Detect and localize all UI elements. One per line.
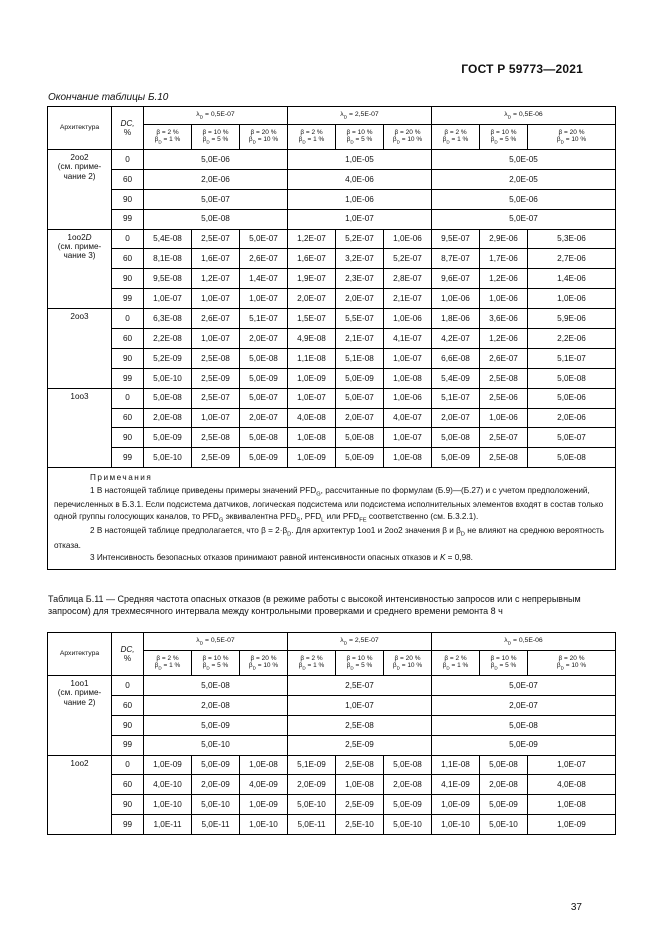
header-dc: DC, % bbox=[112, 107, 144, 150]
value-cell: 1,2E-07 bbox=[192, 269, 240, 289]
value-cell: 2,6E-07 bbox=[192, 309, 240, 329]
header-beta: β = 2 % $\beta_D = 1$ % bbox=[144, 651, 192, 676]
value-cell: 2,1E-07 bbox=[384, 289, 432, 309]
value-cell: 2,0E-08 bbox=[144, 695, 288, 715]
value-cell: 5,0E-08 bbox=[144, 388, 192, 408]
value-cell: 2,0E-08 bbox=[480, 775, 528, 795]
value-cell: 1,0E-08 bbox=[528, 795, 616, 815]
value-cell: 5,0E-05 bbox=[432, 150, 616, 170]
value-cell: 9,5E-07 bbox=[432, 229, 480, 249]
value-cell: 5,1E-09 bbox=[288, 755, 336, 775]
value-cell: 2,5E-08 bbox=[192, 428, 240, 448]
value-cell: 5,0E-09 bbox=[192, 755, 240, 775]
value-cell: 5,0E-08 bbox=[480, 755, 528, 775]
architecture-cell: 2oo2 (см. приме- чание 2) bbox=[48, 150, 112, 230]
value-cell: 5,0E-07 bbox=[336, 388, 384, 408]
value-cell: 1,0E-09 bbox=[528, 815, 616, 835]
value-cell: 2,5E-09 bbox=[336, 795, 384, 815]
value-cell: 5,0E-07 bbox=[240, 229, 288, 249]
architecture-cell: 2oo3 bbox=[48, 309, 112, 389]
value-cell: 5,0E-08 bbox=[144, 209, 288, 229]
value-cell: 5,0E-10 bbox=[288, 795, 336, 815]
value-cell: 5,0E-09 bbox=[384, 795, 432, 815]
header-lambda: $\lambda_D = 0,5E-06$ bbox=[432, 633, 616, 651]
header-beta: β = 20 % $\beta_D = 10$ % bbox=[384, 651, 432, 676]
value-cell: 5,0E-09 bbox=[240, 448, 288, 468]
table-b10 bbox=[47, 106, 616, 570]
value-cell: 2,0E-07 bbox=[240, 408, 288, 428]
value-cell: 1,0E-07 bbox=[192, 408, 240, 428]
dc-cell: 0 bbox=[112, 755, 144, 775]
value-cell: 1,2E-07 bbox=[288, 229, 336, 249]
dc-cell: 0 bbox=[112, 309, 144, 329]
value-cell: 4,0E-08 bbox=[528, 775, 616, 795]
value-cell: 2,1E-07 bbox=[336, 329, 384, 349]
header-beta: β = 2 % $\beta_D = 1$ % bbox=[432, 651, 480, 676]
value-cell: 1,1E-08 bbox=[288, 348, 336, 368]
table-row bbox=[48, 408, 616, 428]
value-cell: 5,0E-07 bbox=[240, 388, 288, 408]
dc-cell: 60 bbox=[112, 169, 144, 189]
value-cell: 5,0E-08 bbox=[240, 348, 288, 368]
value-cell: 5,0E-07 bbox=[432, 209, 616, 229]
value-cell: 5,5E-07 bbox=[336, 309, 384, 329]
value-cell: 1,8E-06 bbox=[432, 309, 480, 329]
table-row bbox=[48, 150, 616, 170]
value-cell: 1,0E-06 bbox=[384, 388, 432, 408]
note-2: 2 В настоящей таблице предполагается, что $\beta = 2\cdot\beta_D$. Для архитектур 1oo1 и 2oo2 значения β и $\beta_D$ не влияют на среднюю вероятность отказа. bbox=[54, 526, 605, 550]
value-cell: 5,0E-09 bbox=[336, 368, 384, 388]
value-cell: 1,0E-10 bbox=[240, 815, 288, 835]
dc-cell: 60 bbox=[112, 329, 144, 349]
value-cell: 1,7E-06 bbox=[480, 249, 528, 269]
value-cell: 4,0E-09 bbox=[240, 775, 288, 795]
dc-cell: 99 bbox=[112, 735, 144, 755]
table-row bbox=[48, 309, 616, 329]
table-row bbox=[48, 448, 616, 468]
value-cell: 1,0E-07 bbox=[192, 329, 240, 349]
value-cell: 2,3E-07 bbox=[336, 269, 384, 289]
value-cell: 2,5E-08 bbox=[336, 755, 384, 775]
value-cell: 6,6E-08 bbox=[432, 348, 480, 368]
header-beta: β = 2 % $\beta_D = 1$ % bbox=[288, 125, 336, 150]
header-beta: β = 20 % $\beta_D = 10$ % bbox=[384, 125, 432, 150]
table-row bbox=[48, 249, 616, 269]
value-cell: 5,0E-08 bbox=[528, 448, 616, 468]
value-cell: 2,8E-07 bbox=[384, 269, 432, 289]
value-cell: 1,0E-06 bbox=[432, 289, 480, 309]
value-cell: 5,1E-07 bbox=[240, 309, 288, 329]
value-cell: 1,2E-06 bbox=[480, 269, 528, 289]
header-beta: β = 20 % $\beta_D = 10$ % bbox=[528, 651, 616, 676]
value-cell: 5,0E-07 bbox=[528, 428, 616, 448]
table-row bbox=[48, 676, 616, 696]
value-cell: 5,0E-10 bbox=[144, 735, 288, 755]
table-row bbox=[48, 368, 616, 388]
value-cell: 3,6E-06 bbox=[480, 309, 528, 329]
value-cell: 1,4E-06 bbox=[528, 269, 616, 289]
table-row bbox=[48, 428, 616, 448]
value-cell: 5,0E-10 bbox=[384, 815, 432, 835]
header-beta: β = 10 % $\beta_D = 5$ % bbox=[480, 125, 528, 150]
header-beta: β = 2 % $\beta_D = 1$ % bbox=[432, 125, 480, 150]
dc-cell: 99 bbox=[112, 448, 144, 468]
dc-cell: 99 bbox=[112, 209, 144, 229]
value-cell: 4,2E-07 bbox=[432, 329, 480, 349]
value-cell: 2,0E-08 bbox=[384, 775, 432, 795]
table-row bbox=[48, 329, 616, 349]
value-cell: 9,5E-08 bbox=[144, 269, 192, 289]
table-row bbox=[48, 269, 616, 289]
header-lambda: $\lambda_D = 0,5E-06$ bbox=[432, 107, 616, 125]
dc-cell: 99 bbox=[112, 289, 144, 309]
value-cell: 4,1E-07 bbox=[384, 329, 432, 349]
header-beta: β = 10 % $\beta_D = 5$ % bbox=[336, 125, 384, 150]
table-row bbox=[48, 735, 616, 755]
table-row bbox=[48, 189, 616, 209]
dc-cell: 0 bbox=[112, 676, 144, 696]
value-cell: 5,1E-07 bbox=[432, 388, 480, 408]
value-cell: 2,5E-07 bbox=[480, 428, 528, 448]
value-cell: 2,0E-06 bbox=[144, 169, 288, 189]
value-cell: 2,0E-07 bbox=[288, 289, 336, 309]
value-cell: 1,4E-07 bbox=[240, 269, 288, 289]
table-row bbox=[48, 795, 616, 815]
value-cell: 1,0E-06 bbox=[288, 189, 432, 209]
value-cell: 2,5E-09 bbox=[288, 735, 432, 755]
value-cell: 2,5E-08 bbox=[192, 348, 240, 368]
note-3: 3 Интенсивность безопасных отказов принимают равной интенсивности опасных отказов и K = 0,98. bbox=[90, 552, 473, 562]
header-beta: β = 10 % $\beta_D = 5$ % bbox=[336, 651, 384, 676]
header-dc: DC, % bbox=[112, 633, 144, 676]
value-cell: 2,5E-10 bbox=[336, 815, 384, 835]
table-row bbox=[48, 695, 616, 715]
value-cell: 5,0E-08 bbox=[528, 368, 616, 388]
value-cell: 5,0E-08 bbox=[432, 715, 616, 735]
document-header: ГОСТ Р 59773—2021 bbox=[461, 62, 583, 76]
value-cell: 1,0E-07 bbox=[240, 289, 288, 309]
value-cell: 2,5E-09 bbox=[192, 368, 240, 388]
value-cell: 1,6E-07 bbox=[192, 249, 240, 269]
header-lambda: $\lambda_D = 0,5E-07$ bbox=[144, 633, 288, 651]
value-cell: 2,0E-06 bbox=[528, 408, 616, 428]
value-cell: 5,0E-06 bbox=[432, 189, 616, 209]
value-cell: 2,0E-09 bbox=[288, 775, 336, 795]
dc-cell: 90 bbox=[112, 348, 144, 368]
dc-cell: 90 bbox=[112, 269, 144, 289]
value-cell: 5,0E-08 bbox=[384, 755, 432, 775]
value-cell: 2,5E-07 bbox=[192, 388, 240, 408]
dc-cell: 0 bbox=[112, 229, 144, 249]
table-row bbox=[48, 388, 616, 408]
value-cell: 1,0E-06 bbox=[480, 289, 528, 309]
header-beta: β = 2 % $\beta_D = 1$ % bbox=[288, 651, 336, 676]
header-beta: β = 10 % $\beta_D = 5$ % bbox=[480, 651, 528, 676]
value-cell: 5,0E-09 bbox=[432, 448, 480, 468]
value-cell: 5,0E-11 bbox=[192, 815, 240, 835]
value-cell: 2,6E-07 bbox=[240, 249, 288, 269]
value-cell: 8,1E-08 bbox=[144, 249, 192, 269]
value-cell: 5,0E-07 bbox=[144, 189, 288, 209]
value-cell: 1,0E-09 bbox=[288, 368, 336, 388]
value-cell: 2,0E-09 bbox=[192, 775, 240, 795]
value-cell: 4,0E-08 bbox=[288, 408, 336, 428]
table-row bbox=[48, 815, 616, 835]
header-beta: β = 20 % $\beta_D = 10$ % bbox=[240, 651, 288, 676]
header-architecture: Архитектура bbox=[48, 633, 112, 676]
value-cell: 4,0E-07 bbox=[384, 408, 432, 428]
table-row bbox=[48, 348, 616, 368]
value-cell: 2,0E-07 bbox=[240, 329, 288, 349]
value-cell: 5,0E-07 bbox=[432, 676, 616, 696]
value-cell: 5,0E-08 bbox=[336, 428, 384, 448]
value-cell: 1,0E-07 bbox=[528, 755, 616, 775]
value-cell: 9,6E-07 bbox=[432, 269, 480, 289]
value-cell: 1,9E-07 bbox=[288, 269, 336, 289]
value-cell: 1,0E-07 bbox=[144, 289, 192, 309]
table-row bbox=[48, 755, 616, 775]
value-cell: 5,0E-09 bbox=[144, 715, 288, 735]
value-cell: 1,0E-09 bbox=[144, 755, 192, 775]
value-cell: 1,0E-09 bbox=[288, 448, 336, 468]
value-cell: 6,3E-08 bbox=[144, 309, 192, 329]
value-cell: 5,4E-08 bbox=[144, 229, 192, 249]
dc-cell: 90 bbox=[112, 189, 144, 209]
architecture-cell: 1oo2 bbox=[48, 755, 112, 835]
value-cell: 1,0E-09 bbox=[432, 795, 480, 815]
value-cell: 2,0E-05 bbox=[432, 169, 616, 189]
dc-cell: 60 bbox=[112, 408, 144, 428]
value-cell: 1,0E-07 bbox=[384, 348, 432, 368]
table-row bbox=[48, 169, 616, 189]
value-cell: 1,0E-07 bbox=[288, 209, 432, 229]
value-cell: 1,1E-08 bbox=[432, 755, 480, 775]
header-beta: β = 10 % $\beta_D = 5$ % bbox=[192, 651, 240, 676]
value-cell: 1,0E-08 bbox=[384, 368, 432, 388]
value-cell: 2,5E-07 bbox=[288, 676, 432, 696]
value-cell: 5,1E-08 bbox=[336, 348, 384, 368]
value-cell: 1,0E-06 bbox=[384, 229, 432, 249]
value-cell: 1,0E-08 bbox=[240, 755, 288, 775]
notes-title: Примечания bbox=[90, 473, 153, 483]
value-cell: 1,0E-06 bbox=[384, 309, 432, 329]
value-cell: 5,9E-06 bbox=[528, 309, 616, 329]
header-lambda: $\lambda_D = 2,5E-07$ bbox=[288, 107, 432, 125]
value-cell: 1,0E-07 bbox=[384, 428, 432, 448]
value-cell: 1,0E-07 bbox=[288, 388, 336, 408]
value-cell: 5,0E-11 bbox=[288, 815, 336, 835]
value-cell: 1,0E-08 bbox=[384, 448, 432, 468]
value-cell: 5,4E-09 bbox=[432, 368, 480, 388]
page-number: 37 bbox=[570, 902, 582, 913]
value-cell: 2,0E-08 bbox=[144, 408, 192, 428]
value-cell: 2,5E-09 bbox=[192, 448, 240, 468]
value-cell: 1,0E-06 bbox=[480, 408, 528, 428]
header-architecture: Архитектура bbox=[48, 107, 112, 150]
value-cell: 5,2E-07 bbox=[384, 249, 432, 269]
value-cell: 5,0E-10 bbox=[144, 448, 192, 468]
value-cell: 3,2E-07 bbox=[336, 249, 384, 269]
dc-cell: 0 bbox=[112, 388, 144, 408]
value-cell: 2,5E-08 bbox=[480, 448, 528, 468]
architecture-cell: 1oo1 (см. приме- чание 2) bbox=[48, 676, 112, 756]
value-cell: 8,7E-07 bbox=[432, 249, 480, 269]
table-row bbox=[48, 289, 616, 309]
dc-cell: 99 bbox=[112, 368, 144, 388]
value-cell: 5,0E-09 bbox=[240, 368, 288, 388]
header-beta: β = 2 % $\beta_D = 1$ % bbox=[144, 125, 192, 150]
value-cell: 1,6E-07 bbox=[288, 249, 336, 269]
dc-cell: 60 bbox=[112, 249, 144, 269]
value-cell: 5,0E-08 bbox=[144, 676, 288, 696]
table-row bbox=[48, 775, 616, 795]
value-cell: 5,0E-09 bbox=[432, 735, 616, 755]
value-cell: 5,0E-10 bbox=[192, 795, 240, 815]
value-cell: 1,0E-07 bbox=[288, 695, 432, 715]
value-cell: 1,0E-10 bbox=[144, 795, 192, 815]
value-cell: 2,2E-06 bbox=[528, 329, 616, 349]
value-cell: 2,7E-06 bbox=[528, 249, 616, 269]
value-cell: 2,0E-07 bbox=[336, 408, 384, 428]
header-beta: β = 20 % $\beta_D = 10$ % bbox=[528, 125, 616, 150]
table-b11-caption: Таблица Б.11 — Средняя частота опасных отказов (в режиме работы с высокой интенсивностью запросов или с непрерывным запросом) для трехмесячного интервала между контрольными проверками и среднего времени ремонта 8 ч bbox=[48, 594, 581, 617]
dc-cell: 90 bbox=[112, 715, 144, 735]
value-cell: 4,0E-06 bbox=[288, 169, 432, 189]
value-cell: 2,0E-07 bbox=[432, 408, 480, 428]
value-cell: 1,0E-08 bbox=[288, 428, 336, 448]
value-cell: 4,1E-09 bbox=[432, 775, 480, 795]
value-cell: 5,2E-07 bbox=[336, 229, 384, 249]
dc-cell: 60 bbox=[112, 775, 144, 795]
table-row bbox=[48, 715, 616, 735]
value-cell: 4,0E-10 bbox=[144, 775, 192, 795]
header-lambda: $\lambda_D = 0,5E-07$ bbox=[144, 107, 288, 125]
value-cell: 2,9E-06 bbox=[480, 229, 528, 249]
value-cell: 1,2E-06 bbox=[480, 329, 528, 349]
value-cell: 1,5E-07 bbox=[288, 309, 336, 329]
header-beta: β = 20 % $\beta_D = 10$ % bbox=[240, 125, 288, 150]
value-cell: 1,0E-09 bbox=[240, 795, 288, 815]
value-cell: 5,0E-06 bbox=[528, 388, 616, 408]
table-caption: Окончание таблицы Б.10 bbox=[48, 92, 169, 103]
header-beta: β = 10 % $\beta_D = 5$ % bbox=[192, 125, 240, 150]
dc-cell: 0 bbox=[112, 150, 144, 170]
dc-cell: 90 bbox=[112, 428, 144, 448]
value-cell: 2,5E-06 bbox=[480, 388, 528, 408]
value-cell: 5,0E-08 bbox=[432, 428, 480, 448]
value-cell: 5,1E-07 bbox=[528, 348, 616, 368]
value-cell: 1,0E-10 bbox=[432, 815, 480, 835]
value-cell: 5,0E-08 bbox=[240, 428, 288, 448]
header-lambda: $\lambda_D = 2,5E-07$ bbox=[288, 633, 432, 651]
value-cell: 5,0E-10 bbox=[480, 815, 528, 835]
value-cell: 2,5E-07 bbox=[192, 229, 240, 249]
value-cell: 5,0E-09 bbox=[336, 448, 384, 468]
value-cell: 2,5E-08 bbox=[480, 368, 528, 388]
value-cell: 5,0E-06 bbox=[144, 150, 288, 170]
table-row bbox=[48, 209, 616, 229]
value-cell: 1,0E-07 bbox=[192, 289, 240, 309]
architecture-cell: 1oo2D (см. приме- чание 3) bbox=[48, 229, 112, 309]
dc-cell: 60 bbox=[112, 695, 144, 715]
value-cell: 1,0E-08 bbox=[336, 775, 384, 795]
table-row bbox=[48, 229, 616, 249]
value-cell: 4,9E-08 bbox=[288, 329, 336, 349]
note-1: 1 В настоящей таблице приведены примеры значений $PFD_G$, рассчитанные по формулам (Б.9)—(Б.27) и с учетом предположений, перечисленных в Б.3.1. Если подсистема датчиков, логическая подсистема или подсистема исполнительных элементов входят в состав только одной группы голосующих каналов, то $PFD_G$ эквивалентна $PFD_S$, $PFD_L$ или $PFD_{FE}$ соответственно (см. Б.3.2.1). bbox=[54, 485, 604, 524]
value-cell: 5,0E-09 bbox=[480, 795, 528, 815]
value-cell: 2,2E-08 bbox=[144, 329, 192, 349]
value-cell: 5,0E-10 bbox=[144, 368, 192, 388]
table-notes bbox=[48, 468, 616, 570]
architecture-cell: 1oo3 bbox=[48, 388, 112, 468]
dc-cell: 99 bbox=[112, 815, 144, 835]
value-cell: 1,0E-05 bbox=[288, 150, 432, 170]
value-cell: 1,0E-06 bbox=[528, 289, 616, 309]
dc-cell: 90 bbox=[112, 795, 144, 815]
value-cell: 5,0E-09 bbox=[144, 428, 192, 448]
value-cell: 5,2E-09 bbox=[144, 348, 192, 368]
value-cell: 5,3E-06 bbox=[528, 229, 616, 249]
value-cell: 1,0E-11 bbox=[144, 815, 192, 835]
value-cell: 2,6E-07 bbox=[480, 348, 528, 368]
table-b11 bbox=[47, 632, 616, 835]
value-cell: 2,0E-07 bbox=[336, 289, 384, 309]
value-cell: 2,5E-08 bbox=[288, 715, 432, 735]
value-cell: 2,0E-07 bbox=[432, 695, 616, 715]
